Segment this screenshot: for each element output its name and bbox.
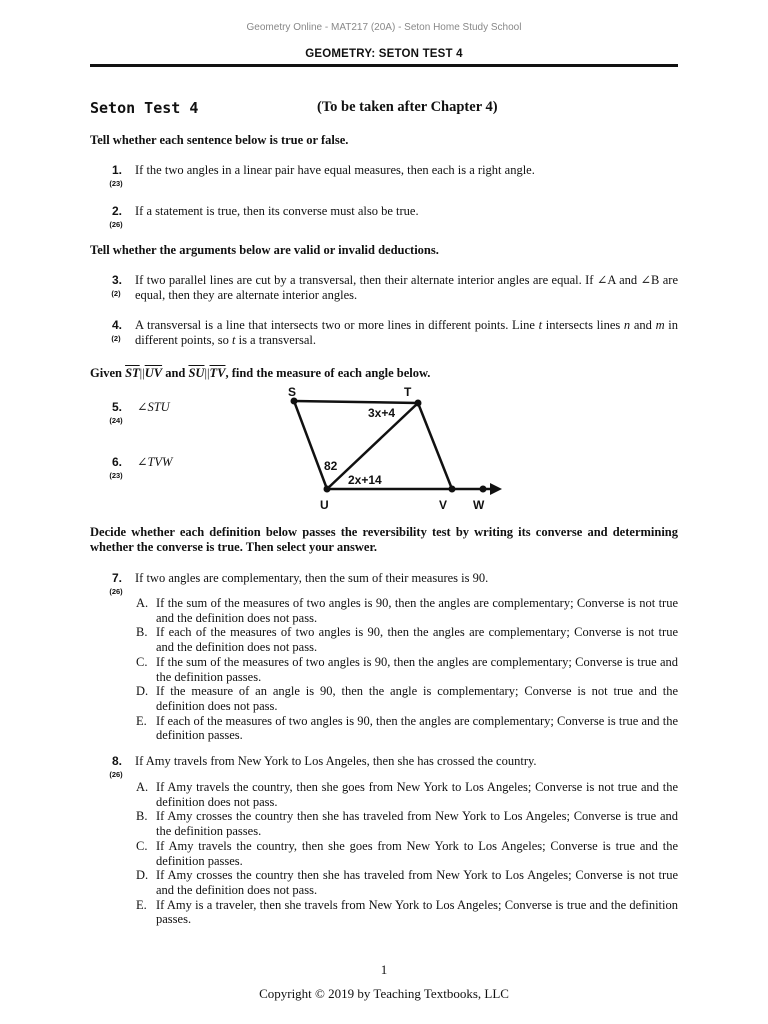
choice-text: If the measure of an angle is 90, then the angle is complementary; Converse is not true and the definition does not pass. — [156, 684, 678, 713]
question-number: 8. — [111, 754, 122, 768]
question-number: 2. — [111, 204, 122, 218]
choice-letter: D. — [136, 868, 149, 883]
question-text: ∠TVW — [137, 455, 173, 469]
segment-uv: $\overline{UV}$ — [144, 366, 163, 380]
question-ref: (26) — [109, 770, 123, 779]
choice-8d[interactable] — [90, 868, 678, 897]
choice-letter: D. — [136, 684, 149, 699]
choice-8b[interactable] — [90, 809, 678, 838]
choice-text: If each of the measures of two angles is 90, then the angles are complementary; Converse is not true and the definition does not pass. — [156, 625, 678, 655]
question-text: If Amy travels from New York to Los Angeles, then she has crossed the country. — [135, 754, 537, 768]
question-number: 5. — [111, 400, 122, 414]
choice-text: If each of the measures of two angles is 90, then the angles are complementary; Converse is true and the definition passes. — [156, 713, 678, 743]
choice-letter: A. — [136, 780, 149, 794]
choice-7d[interactable] — [90, 684, 678, 713]
choice-text: If the sum of the measures of two angles is 90, then the angles are complementary; Converse is not true and the definition does not pass. — [156, 596, 678, 625]
page-header: GEOMETRY: SETON TEST 4 — [305, 48, 463, 60]
segment-st-line — [294, 401, 418, 403]
question-text: If two parallel lines are cut by a transversal, then their alternate interior angles are equal. If ∠A and ∠B are equal, then they are alternate interior angles. — [135, 273, 678, 302]
label-v: V — [439, 498, 448, 512]
question-ref: (2) — [111, 334, 121, 343]
label-s: S — [288, 385, 297, 399]
question-number: 4. — [111, 318, 122, 332]
ray-arrowhead — [490, 483, 502, 495]
question-text: ∠STU — [137, 400, 170, 414]
choice-letter: A. — [136, 596, 149, 610]
label-t: T — [404, 385, 412, 399]
section2-instruction: Tell whether the arguments below are valid or invalid deductions. — [90, 243, 439, 257]
question-number: 1. — [111, 163, 122, 177]
angle-label-tuv: 2x+14 — [348, 473, 382, 487]
question-ref: (26) — [109, 587, 123, 596]
choice-letter: C. — [136, 838, 148, 853]
choice-text: If Amy crosses the country then she has traveled from New York to Los Angeles; Converse is true and the definition passes. — [156, 809, 678, 839]
question-ref: (23) — [109, 179, 123, 188]
segment-su: $\overline{SU}$ — [188, 366, 205, 380]
choice-text: If Amy is a traveler, then she travels from New York to Los Angeles; Converse is true and the definition passes. — [156, 897, 678, 927]
question-ref: (26) — [109, 220, 123, 229]
section1-instruction: Tell whether each sentence below is true or false. — [90, 133, 349, 147]
question-8-choices — [90, 780, 678, 927]
copyright-line: Copyright © 2019 by Teaching Textbooks, LLC — [259, 986, 509, 1001]
question-4 — [90, 318, 678, 350]
point-v — [449, 486, 456, 493]
label-w: W — [473, 498, 485, 512]
segment-tv: $\overline{TV}$ — [209, 366, 226, 380]
angle-label-suv-82: 82 — [324, 459, 338, 473]
label-u: U — [320, 498, 329, 512]
choice-7c[interactable] — [90, 655, 678, 684]
choice-7e[interactable] — [90, 714, 678, 743]
question-text: If two angles are complementary, then the sum of their measures is 90. — [135, 571, 489, 585]
choice-letter: B. — [136, 625, 148, 640]
segment-tv-line — [418, 403, 452, 489]
header-rule — [90, 64, 678, 67]
choice-text: If Amy travels the country, then she goes from New York to Los Angeles; Converse is true and the definition passes. — [156, 838, 678, 868]
question-text: If a statement is true, then its converse must also be true. — [135, 204, 419, 218]
parallelogram-diagram — [280, 383, 510, 513]
section3-instruction: Given $\overline{ST}||\overline{UV}$ and $\overline{SU}||\overline{TV}$, find the measure of each angle below. — [90, 366, 431, 380]
point-t — [415, 400, 422, 407]
point-w — [480, 486, 487, 493]
choice-letter: E. — [136, 897, 147, 912]
page-number: 1 — [380, 962, 388, 977]
section4-instruction: Decide whether each definition below passes the reversibility test by writing its converse and determining whether the converse is true. Then select your answer. — [90, 525, 678, 554]
choice-text: If Amy crosses the country then she has traveled from New York to Los Angeles; Converse is not true and the definition does not pass. — [156, 868, 678, 897]
question-ref: (23) — [109, 471, 123, 480]
point-u — [324, 486, 331, 493]
choice-8a[interactable] — [90, 780, 678, 809]
choice-7b[interactable] — [90, 625, 678, 654]
angle-label-stu: 3x+4 — [368, 406, 396, 420]
question-ref: (2) — [111, 289, 121, 298]
choice-7a[interactable] — [90, 596, 678, 625]
question-text: If the two angles in a linear pair have equal measures, then each is a right angle. — [135, 163, 535, 177]
segment-st: $\overline{ST}$ — [125, 366, 140, 380]
test-subtitle: (To be taken after Chapter 4) — [317, 99, 498, 115]
question-3 — [90, 273, 678, 305]
choice-8c[interactable] — [90, 839, 678, 868]
choice-text: If Amy travels the country, then she goes from New York to Los Angeles; Converse is not true and the definition does not pass. — [156, 780, 678, 809]
choice-letter: B. — [136, 809, 148, 824]
question-7-choices — [90, 596, 678, 743]
question-number: 3. — [111, 273, 122, 287]
segment-su-line — [294, 401, 327, 489]
question-number: 6. — [111, 455, 122, 469]
question-text: A transversal is a line that intersects two or more lines in different points. Line t intersects lines n and m in different points, so t is a transversal. — [135, 318, 678, 347]
source-line: Geometry Online - MAT217 (20A) - Seton Home Study School — [246, 22, 522, 33]
question-ref: (24) — [109, 416, 123, 425]
question-number: 7. — [111, 571, 122, 585]
choice-letter: C. — [136, 654, 148, 669]
test-title: Seton Test 4 — [90, 99, 199, 117]
choice-text: If the sum of the measures of two angles is 90, then the angles are complementary; Converse is true and the definition passes. — [156, 654, 678, 684]
choice-letter: E. — [136, 713, 147, 728]
choice-8e[interactable] — [90, 898, 678, 927]
